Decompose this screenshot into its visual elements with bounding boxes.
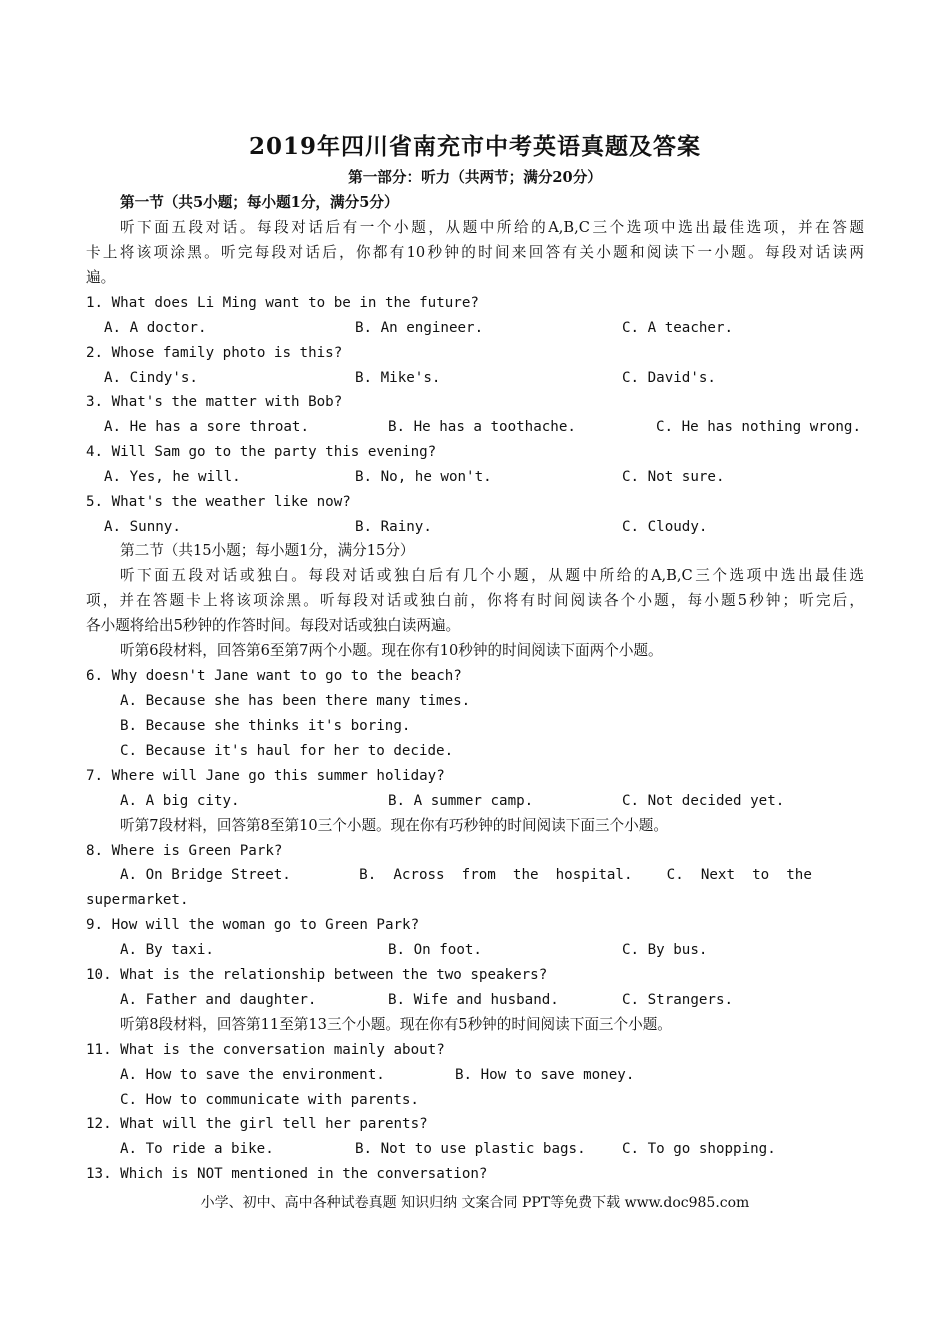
question-5-option-c: C. Cloudy.: [622, 519, 708, 535]
question-7-option-b: B. A summer camp.: [388, 793, 534, 809]
question-5-option-a: A. Sunny.: [104, 519, 181, 535]
question-6-option-b: B. Because she thinks it's boring.: [120, 718, 411, 734]
section2-instructions-line3: 各小题将给出5秒钟的作答时间。每段对话或独白读两遍。: [86, 617, 461, 634]
question-6-option-a: A. Because she has been there many times.: [120, 693, 471, 709]
page-title: 2019年四川省南充市中考英语真题及答案: [248, 133, 701, 160]
question-4-option-c: C. Not sure.: [622, 469, 725, 485]
question-8-options-continued: supermarket.: [86, 892, 189, 908]
question-4-option-b: B. No, he won't.: [355, 469, 492, 485]
text7-intro: 听第7段材料，回答第8至第10三个小题。现在你有巧秒钟的时间阅读下面三个小题。: [120, 817, 668, 834]
question-1-option-c: C. A teacher.: [622, 320, 734, 336]
question-9-option-b: B. On foot.: [388, 942, 482, 958]
question-12-option-a: A. To ride a bike.: [120, 1141, 274, 1157]
question-8-options: A. On Bridge Street. B. Across from the hospital. C. Next to the: [120, 867, 812, 883]
question-8-stem: 8. Where is Green Park?: [86, 843, 283, 859]
question-4-stem: 4. Will Sam go to the party this evening?: [86, 444, 437, 460]
question-1-stem: 1. What does Li Ming want to be in the future?: [86, 295, 479, 311]
question-12-option-b: B. Not to use plastic bags.: [355, 1141, 586, 1157]
question-5-stem: 5. What's the weather like now?: [86, 494, 351, 510]
section1-heading: 第一节（共5小题；每小题1分，满分5分）: [120, 194, 399, 211]
question-10-option-a: A. Father and daughter.: [120, 992, 317, 1008]
section1-instructions-line2: 卡上将该项涂黑。听完每段对话后，你都有10秒钟的时间来回答有关小题和阅读下一小题。每段对话读两: [86, 244, 864, 261]
section2-instructions-line2: 项，并在答题卡上将该项涂黑。听每段对话或独白前，你将有时间阅读各个小题，每小题5秒钟；听完后，: [86, 592, 864, 609]
question-4-option-a: A. Yes, he will.: [104, 469, 241, 485]
question-11-option-c: C. How to communicate with parents.: [120, 1092, 419, 1108]
text8-intro: 听第8段材料，回答第11至第13三个小题。现在你有5秒钟的时间阅读下面三个小题。: [120, 1016, 672, 1033]
question-1-option-a: A. A doctor.: [104, 320, 207, 336]
question-12-stem: 12. What will the girl tell her parents?: [86, 1116, 428, 1132]
section2-heading: 第二节（共15小题；每小题1分，满分15分）: [120, 542, 415, 559]
question-12-option-c: C. To go shopping.: [622, 1141, 776, 1157]
question-11-option-b: B. How to save money.: [455, 1067, 635, 1083]
question-10-option-b: B. Wife and husband.: [388, 992, 559, 1008]
question-9-stem: 9. How will the woman go to Green Park?: [86, 917, 420, 933]
question-3-option-b: B. He has a toothache.: [388, 419, 576, 435]
question-2-option-a: A. Cindy's.: [104, 370, 198, 386]
page-footer: 小学、初中、高中各种试卷真题 知识归纳 文案合同 PPT等免费下载 www.doc985.com: [200, 1195, 750, 1211]
section1-instructions-line3: 遍。: [86, 269, 116, 286]
question-6-stem: 6. Why doesn't Jane want to go to the beach?: [86, 668, 462, 684]
question-7-option-c: C. Not decided yet.: [622, 793, 785, 809]
question-7-stem: 7. Where will Jane go this summer holiday?: [86, 768, 445, 784]
question-2-option-c: C. David's.: [622, 370, 716, 386]
question-11-option-a: A. How to save the environment.: [120, 1067, 385, 1083]
question-2-option-b: B. Mike's.: [355, 370, 441, 386]
section2-instructions-line1: 听下面五段对话或独白。每段对话或独白后有几个小题，从题中所给的A,B,C三个选项中选出最佳选: [120, 567, 864, 584]
question-6-option-c: C. Because it's haul for her to decide.: [120, 743, 454, 759]
question-3-option-a: A. He has a sore throat.: [104, 419, 309, 435]
question-9-option-a: A. By taxi.: [120, 942, 214, 958]
question-11-stem: 11. What is the conversation mainly about?: [86, 1042, 445, 1058]
question-3-stem: 3. What's the matter with Bob?: [86, 394, 343, 410]
question-5-option-b: B. Rainy.: [355, 519, 432, 535]
question-3-option-c: C. He has nothing wrong.: [656, 419, 861, 435]
question-9-option-c: C. By bus.: [622, 942, 708, 958]
part1-heading: 第一部分：听力（共两节；满分20分）: [348, 169, 602, 186]
question-2-stem: 2. Whose family photo is this?: [86, 345, 343, 361]
question-13-stem: 13. Which is NOT mentioned in the conversation?: [86, 1166, 488, 1182]
text6-intro: 听第6段材料，回答第6至第7两个小题。现在你有10秒钟的时间阅读下面两个小题。: [120, 642, 663, 659]
section1-instructions-line1: 听下面五段对话。每段对话后有一个小题，从题中所给的A,B,C三个选项中选出最佳选项，并在答题: [120, 219, 864, 236]
question-1-option-b: B. An engineer.: [355, 320, 484, 336]
question-10-option-c: C. Strangers.: [622, 992, 734, 1008]
question-10-stem: 10. What is the relationship between the two speakers?: [86, 967, 548, 983]
question-7-option-a: A. A big city.: [120, 793, 240, 809]
